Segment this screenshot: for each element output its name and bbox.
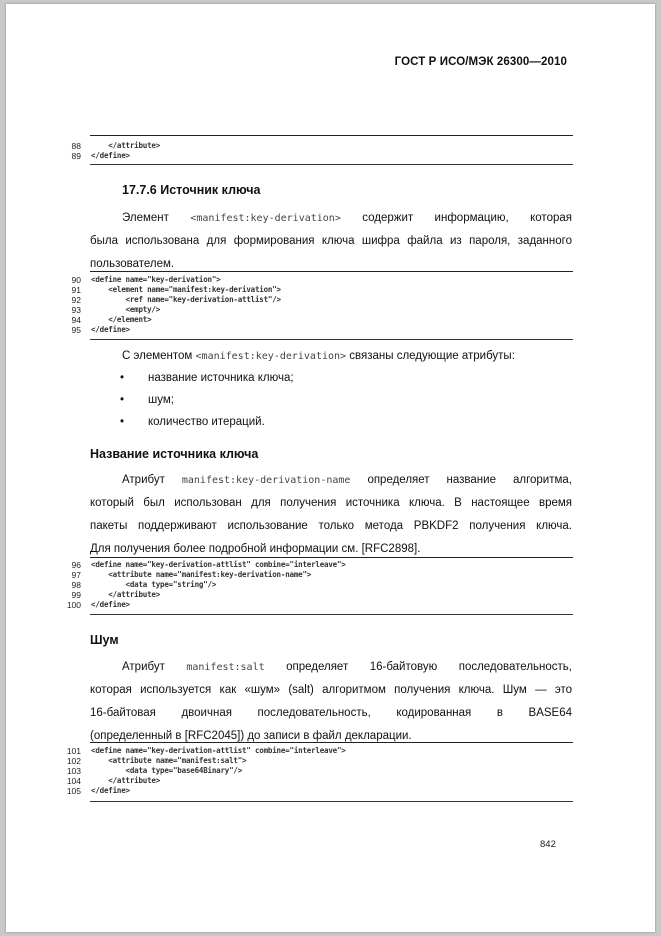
code-line [6, 766, 655, 776]
code-rule-bottom [90, 339, 573, 340]
intro-paragraph [90, 207, 572, 276]
bullet-icon: • [120, 416, 125, 428]
code-rule-top [90, 271, 573, 272]
code-text: <define name="key-derivation-attlist" combine="interleave"> [91, 746, 346, 755]
code-line [6, 285, 655, 295]
code-rule-top [90, 135, 573, 136]
paragraph-line: 16-байтовая двоичная последовательность, кодированная в BASE64 [90, 707, 572, 719]
line-number: 101 [66, 746, 81, 756]
paragraph-line: который был использован для получения источника ключа. В настоящее время [90, 497, 572, 509]
line-number: 93 [71, 305, 81, 315]
line-number: 94 [71, 315, 81, 325]
paragraph-line: которая используется как «шум» (salt) алгоритмом получения ключа. Шум — это [90, 684, 572, 696]
paragraph-line: пакеты поддерживают использование только метода PBKDF2 получения ключа. [90, 520, 572, 532]
code-line [6, 295, 655, 305]
code-line [6, 315, 655, 325]
code-line [6, 746, 655, 756]
code-line [6, 756, 655, 766]
code-text: <element name="manifest:key-derivation"> [91, 285, 281, 294]
line-number: 96 [71, 560, 81, 570]
code-line [6, 570, 655, 580]
code-rule-top [90, 557, 573, 558]
paragraph-line: Для получения более подробной информации см. [RFC2898]. [90, 543, 421, 555]
code-text: <data type="base64Binary"/> [91, 766, 243, 775]
line-number: 105 [66, 786, 81, 796]
page-header: ГОСТ Р ИСО/МЭК 26300—2010 [394, 56, 567, 68]
code-text: </define> [91, 600, 130, 609]
code-line [6, 600, 655, 610]
paragraph-line: была использована для формирования ключа шифра файла из пароля, заданного [90, 235, 572, 247]
code-line [6, 776, 655, 786]
code-text: </element> [91, 315, 152, 324]
salt-paragraph [90, 656, 572, 748]
line-number: 89 [71, 151, 81, 161]
code-text: <ref name="key-derivation-attlist"/> [91, 295, 281, 304]
line-number: 97 [71, 570, 81, 580]
paragraph-line: пользователем. [90, 258, 175, 270]
line-number: 100 [66, 600, 81, 610]
code-line [6, 786, 655, 796]
code-line [6, 305, 655, 315]
code-line [6, 151, 655, 161]
code-text: <attribute name="manifest:salt"> [91, 756, 247, 765]
attributes-intro [90, 345, 572, 368]
paragraph-line: (определенный в [RFC2045]) до записи в файл декларации. [90, 730, 412, 742]
code-text: </define> [91, 151, 130, 160]
code-rule-bottom [90, 164, 573, 165]
page-number: 842 [540, 839, 556, 850]
line-number: 91 [71, 285, 81, 295]
code-line [6, 275, 655, 285]
paragraph-line: Атрибут manifest:key-derivation-name определяет название алгоритма, [122, 474, 572, 486]
line-number: 95 [71, 325, 81, 335]
name-paragraph [90, 469, 572, 561]
line-number: 98 [71, 580, 81, 590]
document-page: ГОСТ Р ИСО/МЭК 26300—2010 88 </attribute> 89 </define> 17.7.6 Источник ключа Элемент <manifest:key-derivation> содержит информацию, которая была использована для формирования ключа шифра файла из пароля, заданного пользователем. 90 <define name="key-derivation"> 91 <element name="manifest:key-derivation"> 92 <ref name="key-derivation-attlist"/> 93 <empty/> 94 </element> 95 </define> С элементом <manifest:key-derivation> связаны следующие атрибуты: • название источника ключа; • шум; • количество итераций. Название источника ключа Атрибут manifest:key-derivation-name определяет название алгоритма, который был использован для получения источника ключа. В настоящее время пакеты поддерживают использование только метода PBKDF2 получения ключа. Для получения более подробной информации см. [RFC2898]. 96 <define name="key-derivation-attlist" combine="interleave"> 97 <attribute name="manifest:key-derivation-name"> 98 <data type="string"/> 99 </attribute> 100 </define> Шум Атрибут manifest:salt определяет 16-байтовую последовательность, которая используется как «шум» (salt) алгоритмом получения ключа. Шум — это 16-байтовая двоичная последовательность, кодированная в BASE64 (определенный в [RFC2045]) до записи в файл декларации. 101 <define name="key-derivation-attlist" combine="interleave"> 102 <attribute name="manifest:salt"> 103 <data type="base64Binary"/> 104 </attribute> 105 </define> 842 [6, 4, 655, 932]
code-line [6, 141, 655, 151]
code-text: <attribute name="manifest:key-derivation-name"> [91, 570, 312, 579]
line-number: 103 [66, 766, 81, 776]
code-rule-top [90, 742, 573, 743]
code-text: </attribute> [91, 590, 161, 599]
paragraph-line: Атрибут manifest:salt определяет 16-байтовую последовательность, [122, 661, 572, 673]
code-text: </define> [91, 786, 130, 795]
line-number: 102 [66, 756, 81, 766]
paragraph-line: С элементом <manifest:key-derivation> связаны следующие атрибуты: [122, 350, 515, 362]
paragraph-line: Элемент <manifest:key-derivation> содержит информацию, которая [122, 212, 572, 224]
subsection-title-name: Название источника ключа [90, 447, 259, 461]
code-line [6, 580, 655, 590]
code-line [6, 560, 655, 570]
code-text: </attribute> [91, 141, 161, 150]
subsection-title-salt: Шум [90, 633, 119, 647]
code-text: </define> [91, 325, 130, 334]
code-text: </attribute> [91, 776, 161, 785]
code-text: <empty/> [91, 305, 161, 314]
line-number: 99 [71, 590, 81, 600]
line-number: 104 [66, 776, 81, 786]
line-number: 92 [71, 295, 81, 305]
line-number: 90 [71, 275, 81, 285]
section-title: 17.7.6 Источник ключа [122, 183, 261, 197]
code-line [6, 590, 655, 600]
code-text: <define name="key-derivation"> [91, 275, 221, 284]
code-rule-bottom [90, 614, 573, 615]
code-text: <data type="string"/> [91, 580, 217, 589]
code-line [6, 325, 655, 335]
bullet-icon: • [120, 372, 125, 384]
code-rule-bottom [90, 801, 573, 802]
code-text: <define name="key-derivation-attlist" combine="interleave"> [91, 560, 346, 569]
line-number: 88 [71, 141, 81, 151]
bullet-icon: • [120, 394, 125, 406]
